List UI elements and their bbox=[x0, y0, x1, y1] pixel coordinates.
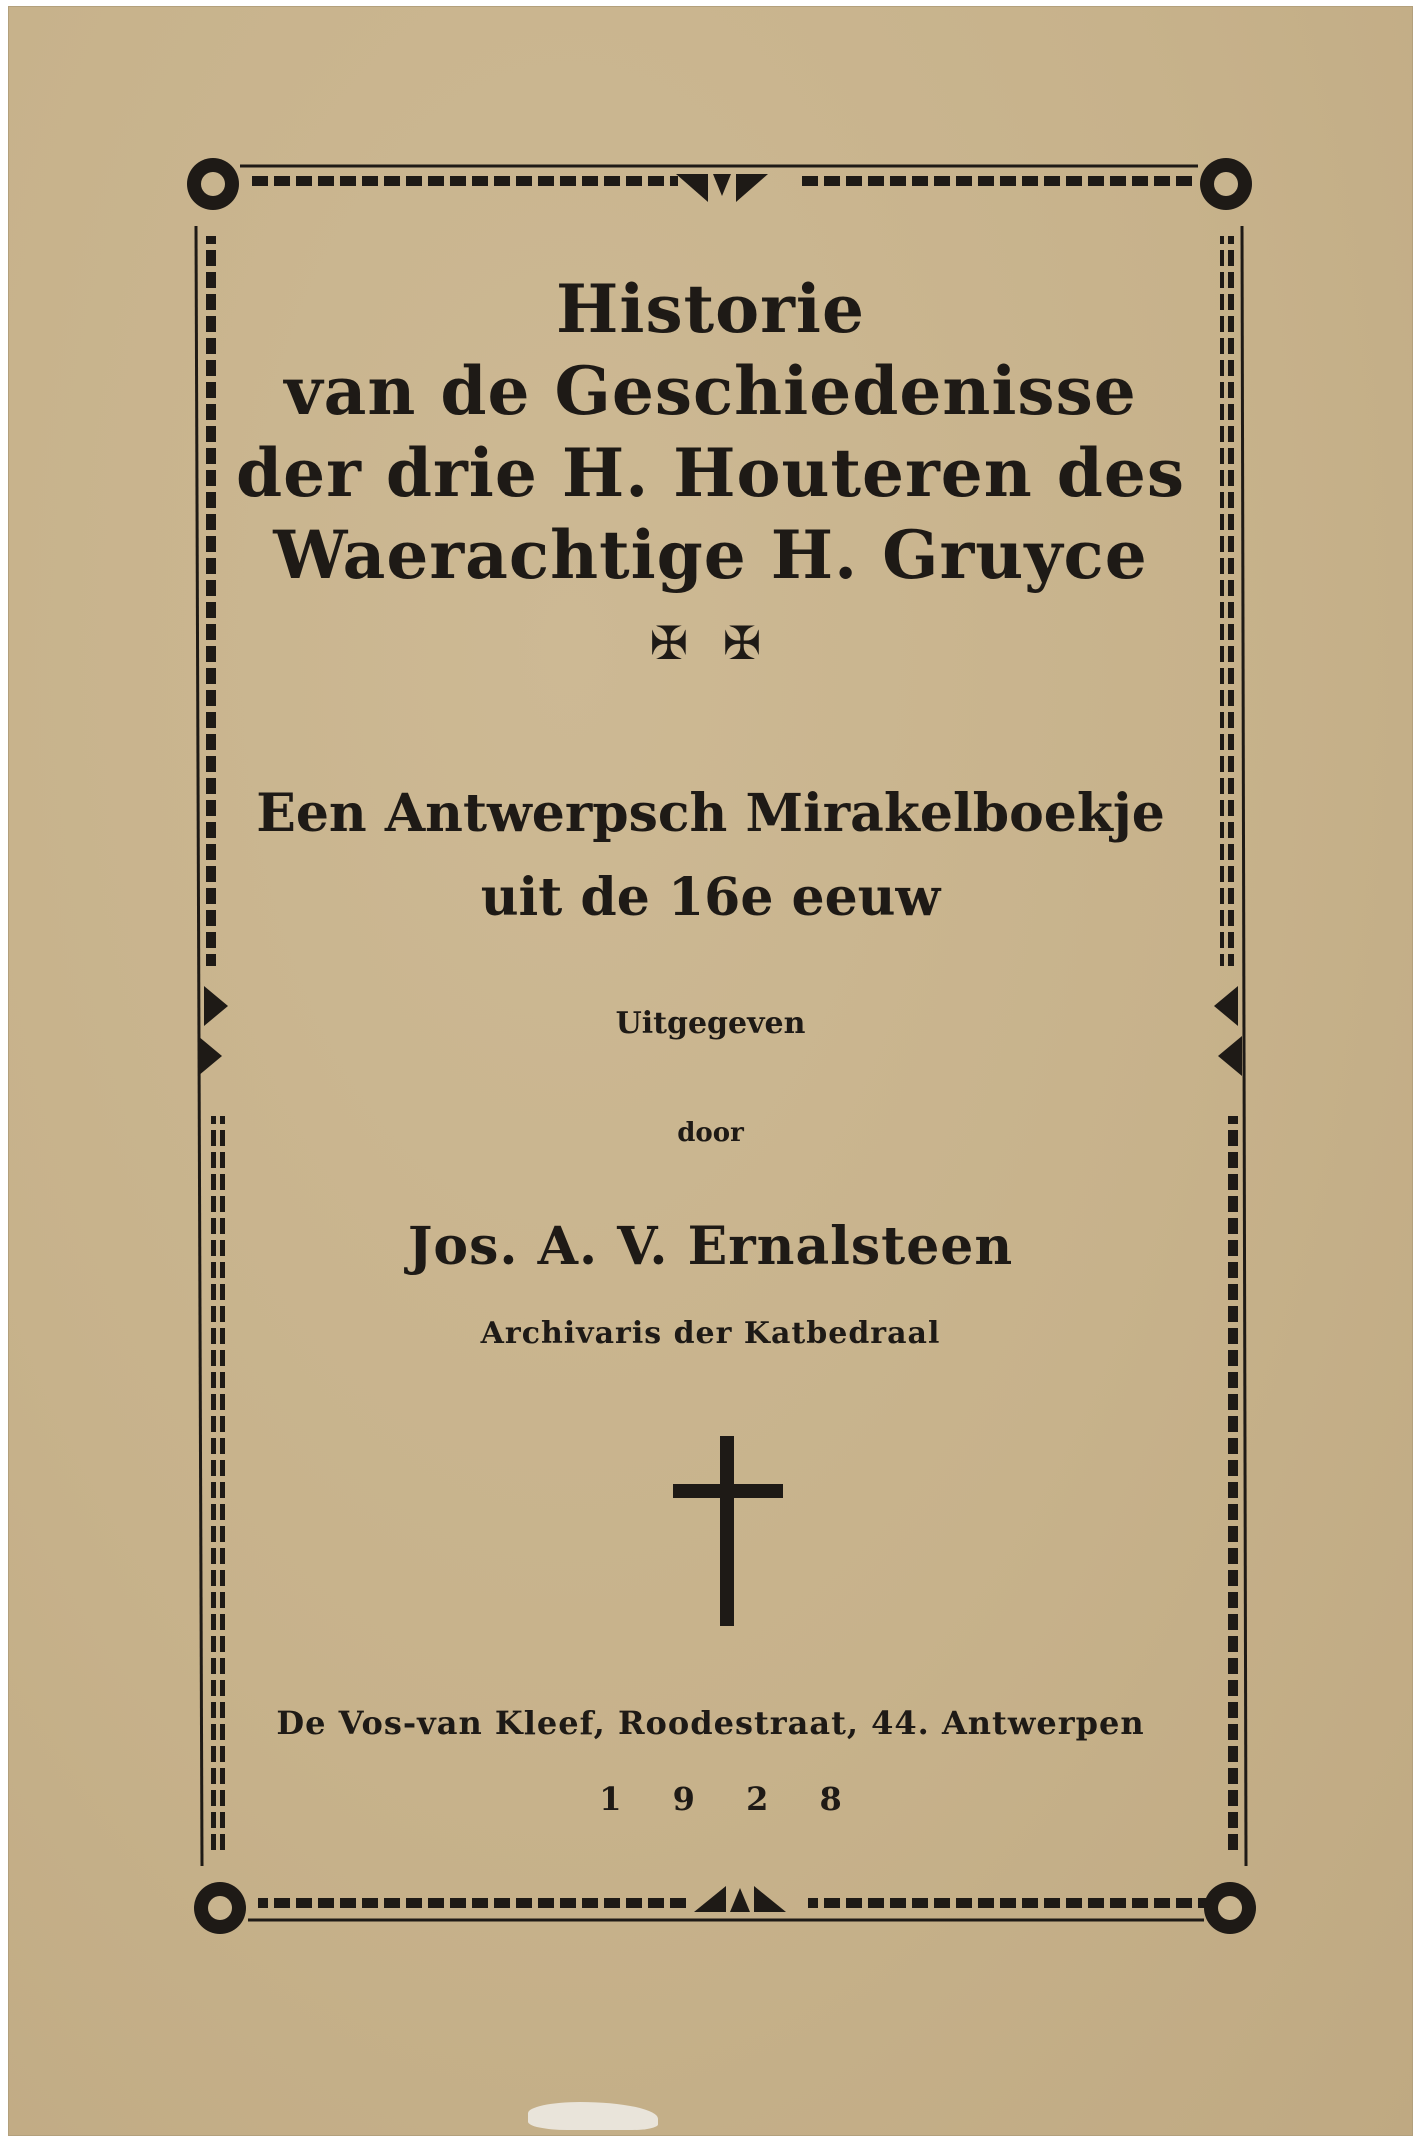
by-label: door bbox=[677, 1118, 744, 1148]
subtitle bbox=[208, 772, 1213, 940]
title-line-2: van de Geschiedenisse bbox=[284, 352, 1137, 430]
author-role: Archivaris der Katbedraal bbox=[480, 1316, 941, 1351]
published-label: Uitgegeven bbox=[615, 1006, 806, 1041]
subtitle-line-2: uit de 16e eeuw bbox=[480, 867, 941, 928]
book-cover bbox=[8, 6, 1413, 2136]
author-name: Jos. A. V. Ernalsteen bbox=[407, 1216, 1014, 1277]
publisher-line: De Vos-van Kleef, Roodestraat, 44. Antwerpen bbox=[276, 1704, 1145, 1742]
title-line-4: Waerachtige H. Gruyce bbox=[273, 516, 1148, 594]
publication-year: 1 9 2 8 bbox=[599, 1780, 862, 1818]
title-line-3: der drie H. Houteren des bbox=[235, 434, 1186, 512]
title-line-1: Historie bbox=[556, 270, 865, 348]
title bbox=[208, 268, 1213, 596]
subtitle-line-1: Een Antwerpsch Mirakelboekje bbox=[256, 783, 1165, 844]
cross-ornament: ✠ ✠ bbox=[649, 616, 772, 670]
cross-icon bbox=[668, 1436, 788, 1626]
